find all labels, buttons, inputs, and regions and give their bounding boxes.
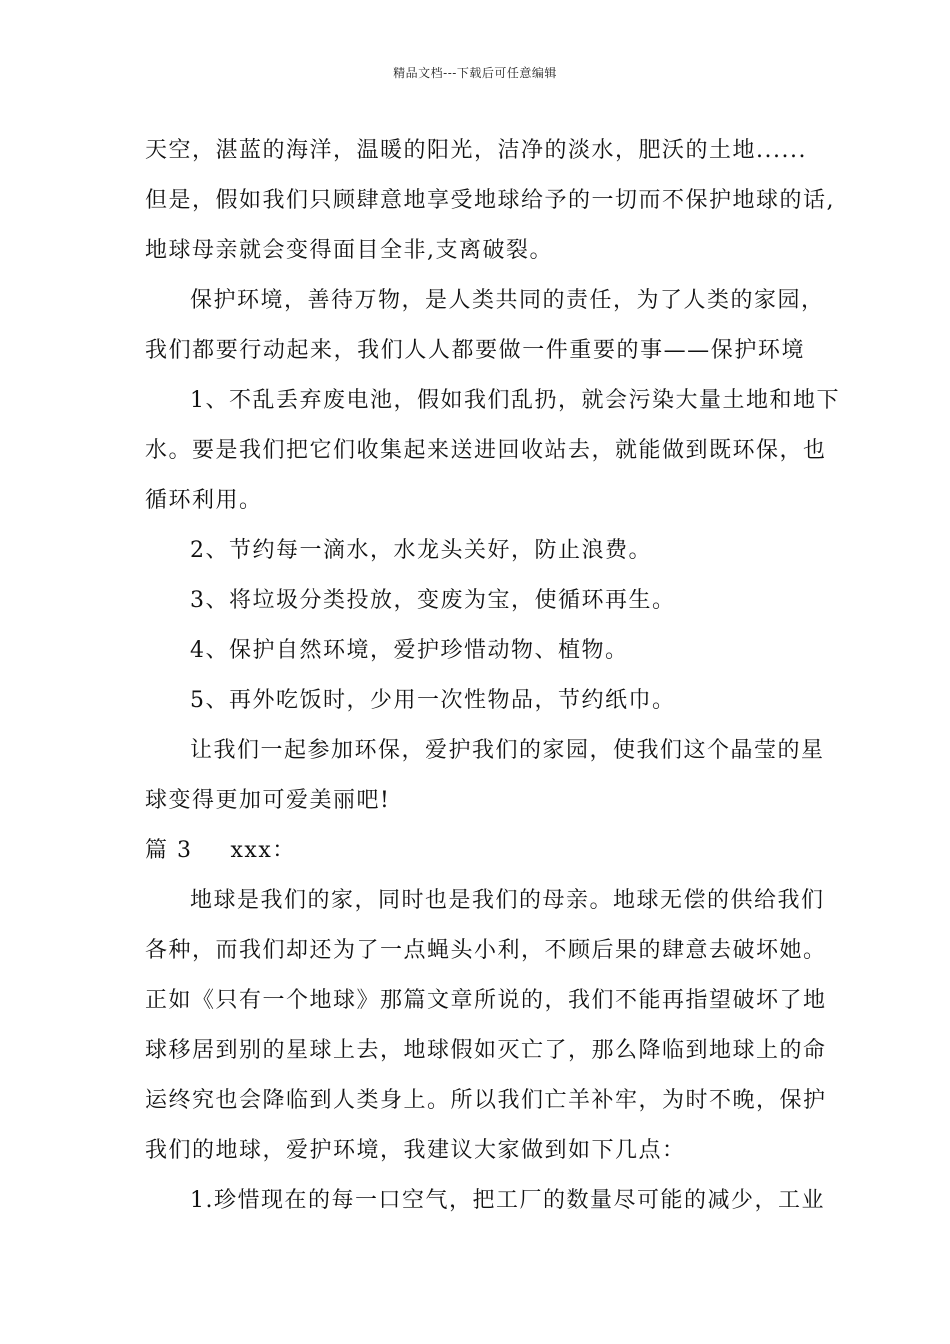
list-item: 3、将垃圾分类投放，变废为宝，使循环再生。	[190, 588, 676, 613]
paragraph-line: 地球是我们的家，同时也是我们的母亲。地球无偿的供给我们	[190, 888, 825, 913]
paragraph-line: 保护环境，善待万物，是人类共同的责任，为了人类的家园，	[190, 288, 825, 313]
text-line: 各种，而我们却还为了一点蝇头小利，不顾后果的肆意去破坏她。	[145, 938, 827, 963]
text-line: 运终究也会降临到人类身上。所以我们亡羊补牢，为时不晚，保护	[145, 1088, 827, 1113]
text-line: 球移居到别的星球上去，地球假如灭亡了，那么降临到地球上的命	[145, 1038, 827, 1063]
paragraph-line: 让我们一起参加环保，爱护我们的家园，使我们这个晶莹的星	[190, 738, 825, 763]
text-line: 循环利用。	[145, 488, 263, 513]
text-line: 但是，假如我们只顾肆意地享受地球给予的一切而不保护地球的话,	[145, 188, 835, 213]
page-header: 精品文档---下载后可任意编辑	[393, 66, 557, 80]
list-item: 1.珍惜现在的每一口空气，把工厂的数量尽可能的减少，工业	[190, 1188, 825, 1213]
list-item: 4、保护自然环境，爱护珍惜动物、植物。	[190, 638, 629, 663]
text-line: 我们的地球，爱护环境，我建议大家做到如下几点：	[145, 1138, 686, 1163]
section-addressee: xxx：	[230, 838, 296, 863]
section-label: 篇 3	[145, 838, 193, 863]
text-line: 正如《只有一个地球》那篇文章所说的，我们不能再指望破坏了地	[145, 988, 827, 1013]
list-item: 1、不乱丢弃废电池，假如我们乱扔，就会污染大量土地和地下	[190, 388, 840, 413]
text-line: 我们都要行动起来，我们人人都要做一件重要的事——保护环境	[145, 338, 805, 363]
list-item: 5、再外吃饭时，少用一次性物品，节约纸巾。	[190, 688, 676, 713]
list-item: 2、节约每一滴水，水龙头关好，防止浪费。	[190, 538, 652, 563]
text-line: 地球母亲就会变得面目全非,支离破裂。	[145, 238, 553, 263]
section-title	[145, 836, 815, 866]
text-line: 水。要是我们把它们收集起来送进回收站去，就能做到既环保，也	[145, 438, 827, 463]
text-line: 天空，湛蓝的海洋，温暖的阳光，洁净的淡水，肥沃的土地......	[145, 138, 807, 163]
text-line: 球变得更加可爱美丽吧!	[145, 788, 391, 813]
